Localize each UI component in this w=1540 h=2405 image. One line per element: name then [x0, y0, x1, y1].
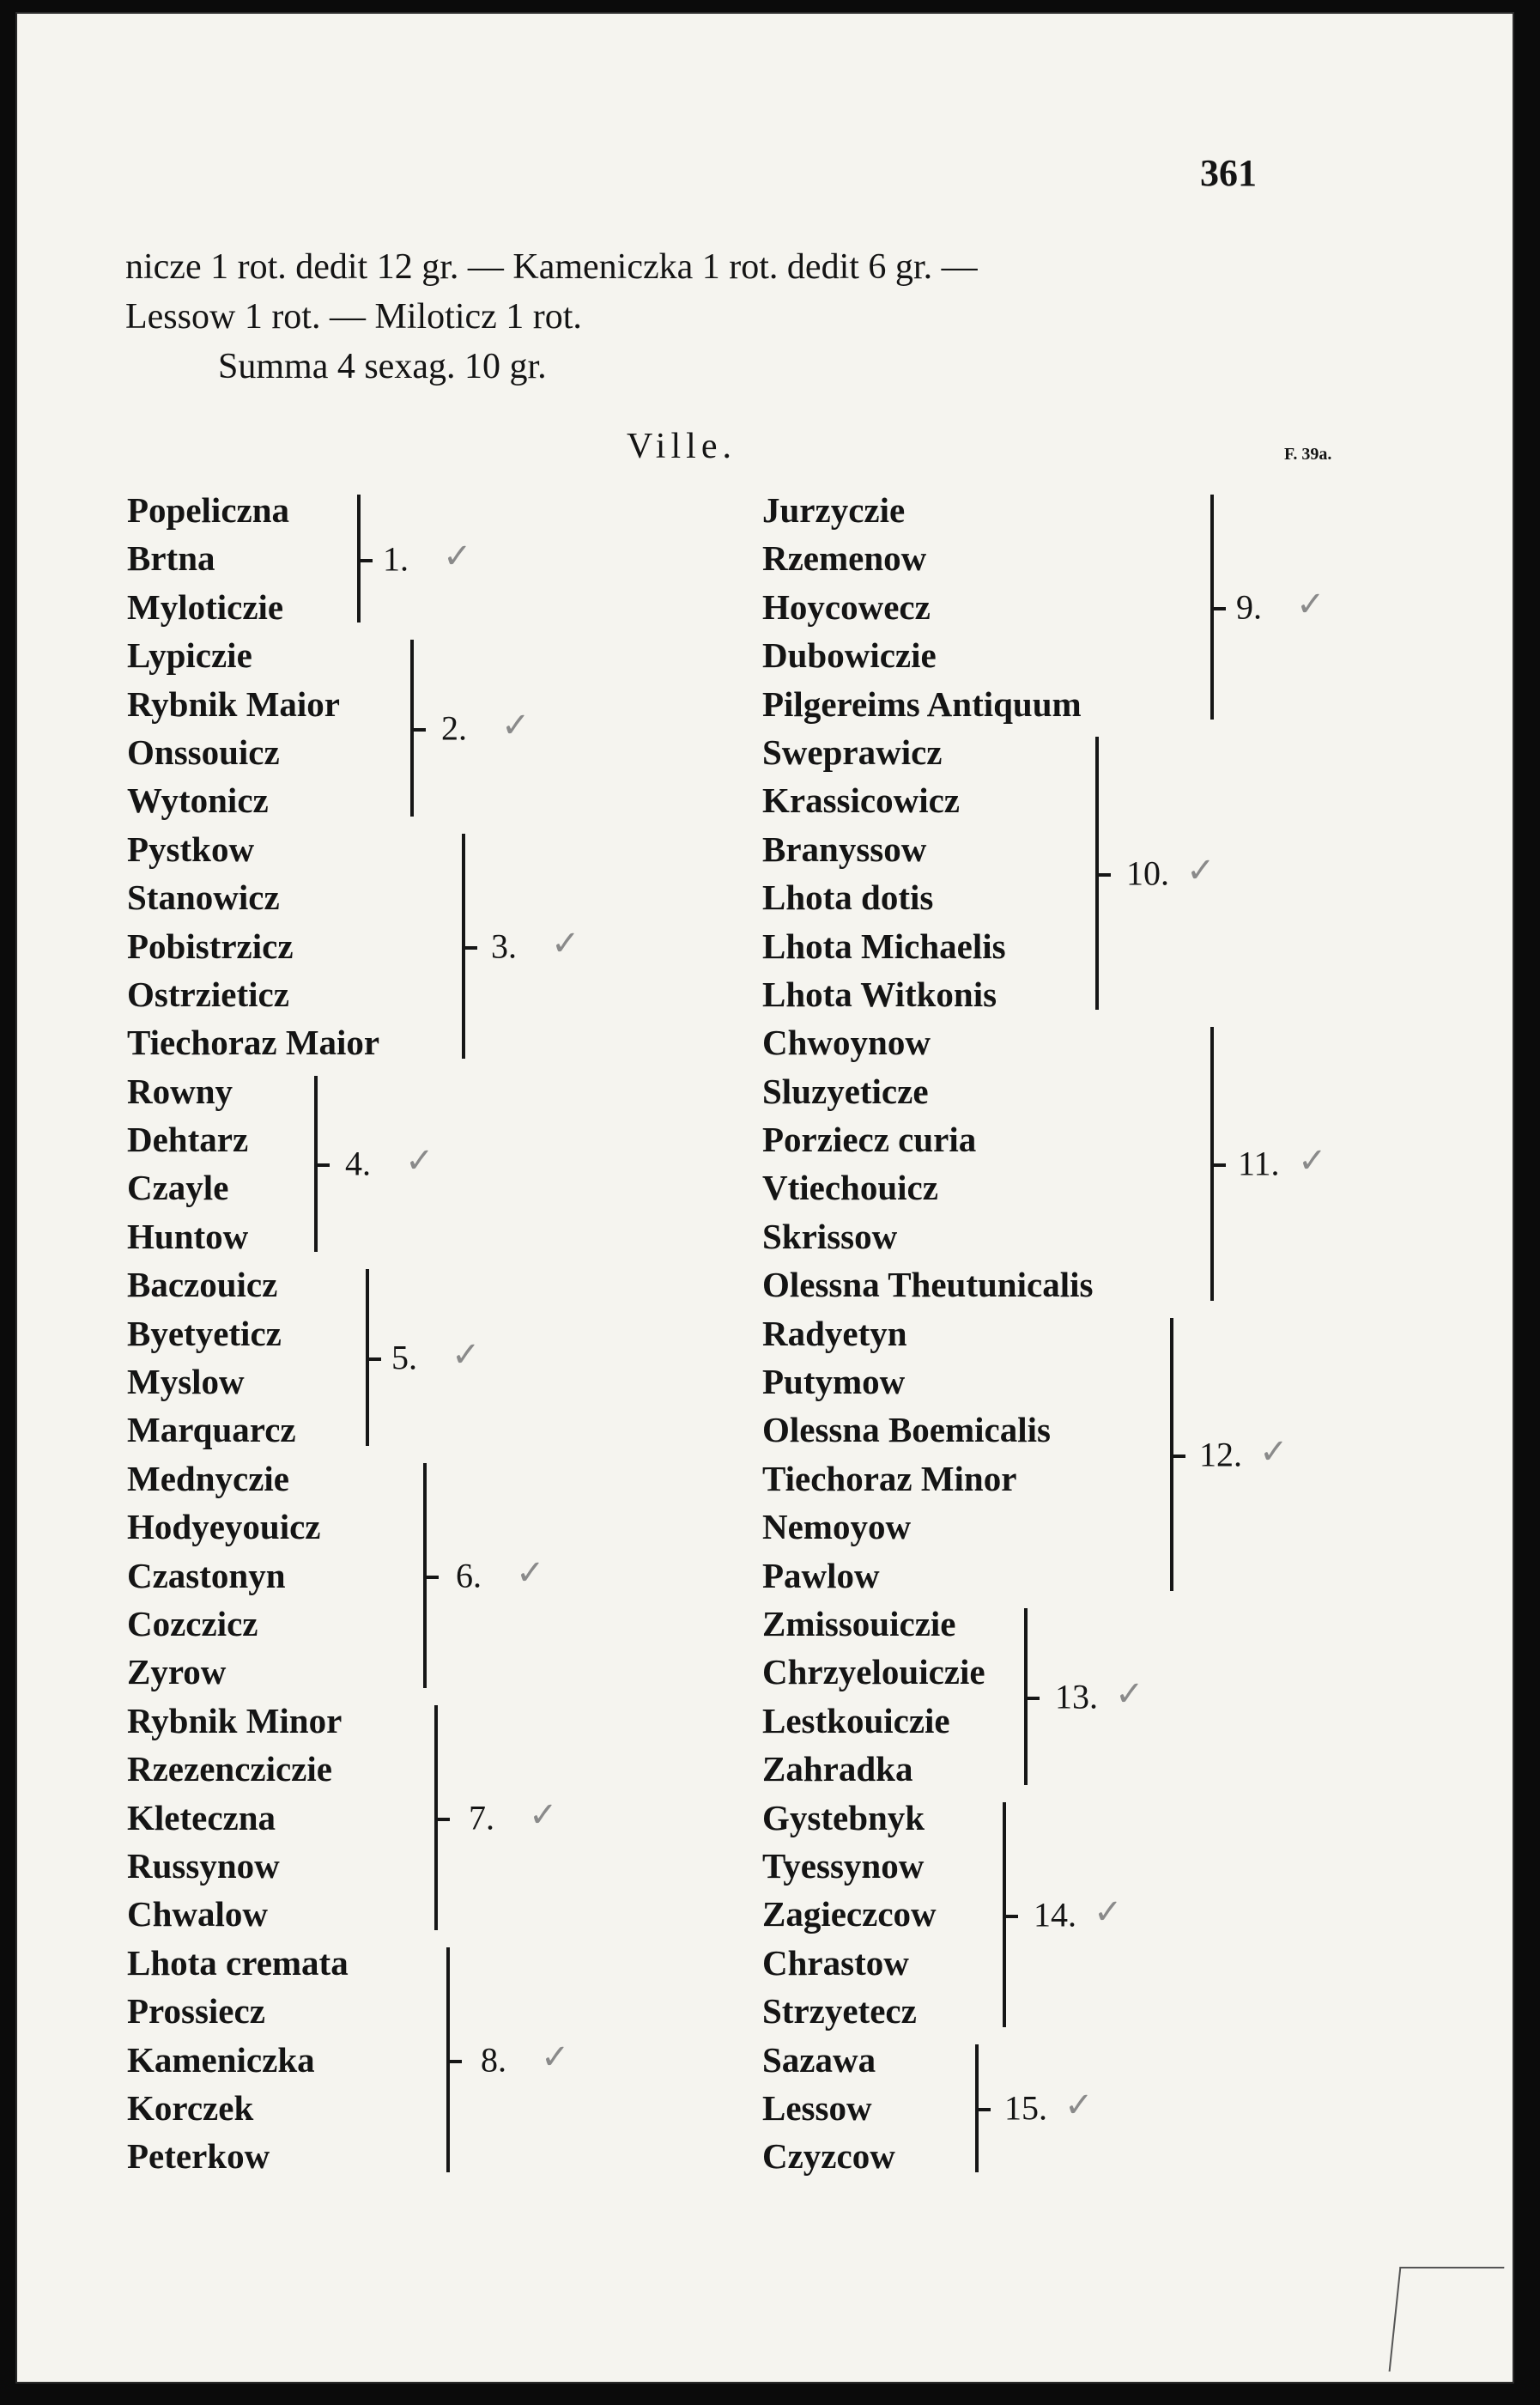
village-name: Huntow	[127, 1216, 249, 1256]
village-name: Sweprawicz	[762, 732, 943, 772]
check-mark-icon: ✓	[1094, 1892, 1123, 1932]
folio-reference: F. 39a.	[1284, 445, 1332, 464]
village-name: Chrzyelouiczie	[762, 1652, 985, 1692]
check-mark-icon: ✓	[1115, 1673, 1144, 1714]
group-number: 3.	[491, 926, 517, 966]
village-name: Sazawa	[762, 2039, 876, 2080]
group-brace	[127, 834, 465, 1059]
group-number: 5.	[391, 1338, 417, 1377]
group-number: 12.	[1199, 1435, 1242, 1474]
group-6	[127, 1455, 545, 1697]
group-7	[127, 1697, 558, 1939]
group-number: 4.	[345, 1144, 371, 1183]
village-name: Olessna Boemicalis	[762, 1410, 1051, 1450]
document-page	[15, 12, 1514, 2384]
village-name: Mednyczie	[127, 1458, 289, 1498]
village-name: Zahradka	[762, 1749, 913, 1789]
group-number: 1.	[383, 539, 409, 579]
village-name: Zmissouiczie	[762, 1603, 956, 1643]
village-name: Chwalow	[127, 1894, 269, 1934]
village-name: Rzemenow	[762, 538, 927, 579]
intro-line: nicze 1 rot. dedit 12 gr. — Kameniczka 1 rot. dedit 6 gr. —	[125, 247, 978, 287]
group-10	[762, 728, 1216, 1018]
village-name: Sluzyeticze	[762, 1071, 929, 1111]
left-column	[127, 486, 580, 2181]
village-name: Czayle	[127, 1168, 229, 1208]
village-name: Lypiczie	[127, 635, 252, 676]
village-name: Hoycowecz	[762, 586, 931, 627]
village-name: Cozczicz	[127, 1603, 258, 1643]
group-number: 2.	[441, 708, 467, 748]
village-name: Peterkow	[127, 2136, 270, 2177]
village-name: Rowny	[127, 1071, 233, 1111]
village-name: Brtna	[127, 538, 215, 579]
group-brace	[762, 1027, 1214, 1300]
group-number: 6.	[456, 1556, 482, 1595]
page-number: 361	[1200, 152, 1257, 194]
village-name: Stanowicz	[127, 878, 280, 918]
village-name: Hodyeyouicz	[127, 1507, 321, 1547]
check-mark-icon: ✓	[452, 1335, 481, 1376]
village-name: Popeliczna	[127, 490, 290, 530]
check-mark-icon: ✓	[551, 923, 580, 963]
page-corner-fold	[1389, 2267, 1505, 2372]
group-11	[762, 1018, 1327, 1309]
village-name: Skrissow	[762, 1216, 898, 1256]
group-brace	[127, 495, 361, 623]
village-name: Byetyeticz	[127, 1313, 282, 1353]
village-name: Dehtarz	[127, 1120, 249, 1160]
village-name: Lhota dotis	[762, 878, 934, 918]
right-column	[762, 486, 1327, 2181]
check-mark-icon: ✓	[443, 536, 472, 576]
group-brace	[762, 737, 1099, 1010]
check-mark-icon: ✓	[1186, 851, 1216, 891]
village-name: Myslow	[127, 1362, 245, 1402]
check-mark-icon: ✓	[541, 2037, 570, 2077]
village-name: Czastonyn	[127, 1555, 286, 1595]
group-brace	[762, 495, 1214, 720]
check-mark-icon: ✓	[529, 1795, 558, 1835]
village-name: Nemoyow	[762, 1507, 912, 1547]
group-brace	[127, 640, 414, 817]
group-9	[762, 486, 1325, 728]
village-name: Lhota cremata	[127, 1942, 349, 1983]
village-name: Porziecz curia	[762, 1120, 977, 1160]
check-mark-icon: ✓	[1298, 1141, 1327, 1181]
group-15	[762, 2036, 1093, 2181]
village-name: Branyssow	[762, 829, 927, 869]
village-name: Zagieczcow	[762, 1894, 937, 1934]
village-name: Pilgereims Antiquum	[762, 683, 1082, 724]
village-name: Czyzcow	[762, 2136, 895, 2177]
check-mark-icon: ✓	[1259, 1431, 1288, 1472]
group-2	[127, 631, 531, 825]
village-name: Korczek	[127, 2087, 254, 2128]
village-name: Olessna Theutunicalis	[762, 1265, 1094, 1305]
village-name: Chwoynow	[762, 1023, 931, 1063]
village-name: Strzyetecz	[762, 1991, 917, 2031]
group-1	[127, 486, 472, 631]
group-number: 8.	[481, 2040, 506, 2080]
group-brace	[127, 1947, 450, 2172]
village-name: Myloticzie	[127, 586, 284, 627]
village-name: Radyetyn	[762, 1313, 907, 1353]
village-name: Zyrow	[127, 1652, 227, 1692]
group-brace	[127, 1705, 438, 1930]
check-mark-icon: ✓	[405, 1141, 434, 1181]
village-name: Tiechoraz Minor	[762, 1458, 1017, 1498]
village-name: Lhota Michaelis	[762, 926, 1006, 966]
group-brace	[127, 1463, 427, 1688]
village-name: Russynow	[127, 1845, 280, 1886]
section-heading: Ville.	[627, 427, 737, 466]
village-name: Pobistrzicz	[127, 926, 294, 966]
group-brace	[762, 1318, 1173, 1591]
village-name: Chrastow	[762, 1942, 909, 1983]
group-4	[127, 1067, 434, 1261]
intro-line: Summa 4 sexag. 10 gr.	[218, 347, 547, 386]
village-name: Kleteczna	[127, 1797, 276, 1837]
group-brace	[762, 2044, 979, 2172]
village-name: Wytonicz	[127, 780, 269, 821]
group-brace	[127, 1076, 318, 1253]
village-name: Lessow	[762, 2087, 872, 2128]
village-name: Vtiechouicz	[762, 1168, 938, 1208]
group-number: 7.	[469, 1798, 494, 1837]
group-12	[762, 1309, 1288, 1600]
village-name: Onssouicz	[127, 732, 280, 772]
group-number: 13.	[1055, 1677, 1098, 1716]
village-name: Ostrzieticz	[127, 974, 289, 1014]
check-mark-icon: ✓	[516, 1552, 545, 1593]
group-8	[127, 1939, 570, 2181]
village-name: Dubowiczie	[762, 635, 937, 676]
village-name: Rybnik Maior	[127, 683, 341, 724]
village-name: Marquarcz	[127, 1410, 296, 1450]
village-name: Krassicowicz	[762, 780, 960, 821]
village-name: Baczouicz	[127, 1265, 278, 1305]
intro-line: Lessow 1 rot. — Miloticz 1 rot.	[125, 297, 582, 337]
group-brace	[127, 1269, 369, 1446]
group-brace	[762, 1802, 1006, 2027]
village-name: Gystebnyk	[762, 1797, 925, 1837]
group-number: 9.	[1236, 587, 1262, 627]
village-name: Tyessynow	[762, 1845, 925, 1886]
village-name: Rybnik Minor	[127, 1700, 343, 1740]
group-3	[127, 825, 580, 1067]
intro-text	[125, 242, 978, 392]
check-mark-icon: ✓	[1064, 2086, 1094, 2126]
group-13	[762, 1600, 1144, 1794]
village-name: Pawlow	[762, 1555, 880, 1595]
check-mark-icon: ✓	[1296, 584, 1325, 624]
group-number: 14.	[1034, 1895, 1076, 1934]
village-name: Lestkouiczie	[762, 1700, 950, 1740]
village-name: Kameniczka	[127, 2039, 315, 2080]
group-14	[762, 1794, 1123, 2036]
group-number: 15.	[1004, 2088, 1047, 2128]
group-5	[127, 1260, 481, 1455]
village-name: Putymow	[762, 1362, 906, 1402]
village-name: Prossiecz	[127, 1991, 265, 2031]
village-name: Rzezenczicziе	[127, 1749, 332, 1789]
village-name: Pystkow	[127, 829, 255, 869]
group-number: 11.	[1238, 1144, 1280, 1183]
village-name: Jurzyczie	[762, 490, 906, 530]
village-name: Tiechoraz Maior	[127, 1023, 380, 1063]
check-mark-icon: ✓	[501, 705, 531, 745]
group-number: 10.	[1126, 853, 1169, 893]
village-name: Lhota Witkonis	[762, 974, 997, 1014]
group-brace	[762, 1608, 1028, 1785]
